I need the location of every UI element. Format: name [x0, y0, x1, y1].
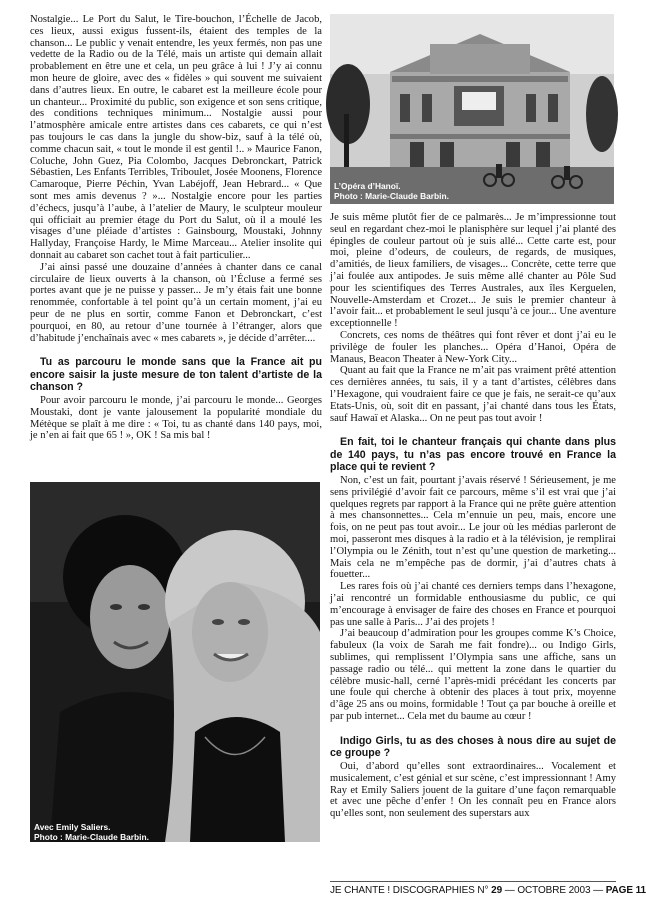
singer-caption-title: Avec Emily Saliers. — [34, 822, 111, 832]
question-2: En fait, toi le chanteur français qui chante dans plus de 140 pays, tu n’as pas encore trouvé en France la place qui te revient ? — [330, 436, 616, 473]
left-paragraph-3: Pour avoir parcouru le monde, j’ai parcouru le monde... Georges Moustaki, dont je vante jalousement la popularité mondiale du Métèque se plaît à me dire : « Toi, tu as chanté dans 140 pays, moi, je n’en ai fait que 65 ! », OK ! Sa mis bal ! — [30, 394, 322, 442]
singer-photo-caption — [34, 823, 149, 842]
right-paragraph-7: Oui, d’abord qu’elles sont extraordinaires... Vocalement et musicalement, c’est génial et sur scène, c’est impressionnant ! Amy Ray et Emily Saliers jouent de la guitare d’une façon remarquable et avec une pêche d’enfer ! On les connaît peu en France alors qu’elles sont, non seulement des superstars aux — [330, 761, 616, 820]
footer-magazine: JE CHANTE ! DISCOGRAPHIES N° — [330, 885, 489, 896]
opera-hanoi-photo — [330, 14, 614, 204]
page-footer — [330, 885, 646, 896]
question-3: Indigo Girls, tu as des choses à nous dire au sujet de ce groupe ? — [330, 734, 616, 759]
right-paragraph-1: Je suis même plutôt fier de ce palmarès... Je m’impressionne tout seul en regardant chez-moi le planisphère sur lequel j’ai planté des épingles de couleur partout où je suis allé... Cette carte est, pour moi, pleine d’odeurs, de couleurs, de regards, de musiques, d’amitiés, de lieux familiers, de visages... Concrète, cette terre que j’ai foulée aux antipodes. Je suis même allé chanter au Pôle Sud pour les scientifiques des Terres Australes, aux îles Kerguelen, Nouvelle-Amsterdam et Crozet... Je suis le premier chanteur à l’avoir fait... et probablement le seul jusqu’à ce jour... Une aventure exceptionnelle ! — [330, 212, 616, 330]
opera-photo-caption — [334, 182, 449, 201]
right-column — [330, 212, 616, 820]
right-paragraph-5: Les rares fois où j’ai chanté ces derniers temps dans l’hexagone, j’ai rencontré un formidable enthousiasme du public, ce qui m’encourage à envisager de faire des choses en France et pourquoi pas une salle à Paris... J’ai des projets ! — [330, 581, 616, 628]
footer-date: — OCTOBRE 2003 — — [504, 885, 604, 896]
opera-building-illustration — [330, 14, 614, 204]
right-paragraph-4: Non, c’est un fait, pourtant j’avais réservé ! Sérieusement, je me sens privilégié d’avoir fait ce parcours, même s’il est vrai que j’ai quelques regrets par rapport à la France qui ne prête guère attention à mes chansonnettes... Cela m’ennuie un peu, mais, encore une fois, on ne peut pas tout avoir... Le jour où les médias parleront de moi, passeront mes disques à la radio et à la télévision, je remplirai l’Olympia ou le Zénith, tout n’est qu’une question de marketing... Mais cela ne m’empêche pas de dormir, j’ai d’autres chats à fouetter... — [330, 474, 616, 581]
opera-caption-credit: Photo : Marie-Claude Barbin. — [334, 190, 449, 201]
singer-caption-credit: Photo : Marie-Claude Barbin. — [34, 831, 149, 842]
singer-photo — [30, 482, 320, 842]
singers-illustration — [30, 482, 320, 842]
footer-rule — [330, 881, 616, 882]
footer-page: PAGE 11 — [605, 885, 646, 896]
opera-caption-title: L’Opéra d’Hanoï. — [334, 181, 401, 191]
left-column — [30, 14, 322, 442]
left-paragraph-1: Nostalgie... Le Port du Salut, le Tire-bouchon, l’Échelle de Jacob, ces lieux, aussi exigus fussent-ils, étaient des temples de la chanson... Le public y venait entendre, les yeux fermés, non pas une vedette de la Radio ou de la Télé, mais un artiste qui demain allait probablement en être une et cela, un peu grâce à lui ! J’y ai connu mon heure de gloire, avec des « fidèles » qui souvent me suivaient dans d’autres lieux. En outre, le cabaret est la meilleure école pour un chanteur... Proximité du public, son exigence et son sens critique, des conditions techniques minimum... Nostalgie aussi pour l’atmosphère amicale entre artistes dans ces cabarets, ce qui n’est pas toujours le cas dans la jungle du show-biz, sauf à la télé où, comme chacun sait, « tout le monde il est gentil !.. » Maurice Fanon, Coluche, John Guez, Pia Colombo, Jacques Debronckart, Patrick Sébastien, Les Enfants Terribles, Triboulet, Josée Moonens, Florence Camaroque, Pierre Péchin, Yvan Labéjoff, Jean Hebrard... « Que sont mes amis devenus ? »... Nostalgie encore pour les parties d’échecs, jusqu’à l’aube, à l’atelier de Maury, le sculpteur mouleur qui officiait au premier étage du Port du Salut, où il a moulé les visages d’une pléiade d’artistes : Gainsbourg, Moustaki, Johnny Hallyday, Françoise Hardy, le Mime Marceau... Atelier insolite qui donnait au cabaret son cachet tout à fait particulier... — [30, 14, 322, 261]
right-paragraph-2: Concrets, ces noms de théâtres qui font rêver et dont j’ai eu le privilège de fouler les planches... Opéra d’Hanoi, Opéra de Manaus, Beacon Theater à New-York City... — [330, 329, 616, 365]
left-paragraph-2: J’ai ainsi passé une douzaine d’années à chanter dans ce canal circulaire de lieux ouverts à la chanson, où l’Écluse a fermé ses portes avant que je ne puisse y passer... Je m’y étais fait une bonne renommée, confortable à tel point qu’à un certain moment, j’ai eu peur de ne plus en sortir, comme Fanon et Debronckart, c’est pourquoi, en 80, au retour d’une tournée à l’étranger, alors que d’habitude j’enchaînais avec « mes cabarets », je décide d’arrêter.... — [30, 261, 322, 344]
right-paragraph-6: J’ai beaucoup d’admiration pour les groupes comme K’s Choice, fabuleux (la voix de Sarah me fait fondre)... ou Indigo Girls, sublimes, qui remplissent l’Olympia sans une affiche, sans un passage radio ou télé... qui mettent la zone dans le quartier du célèbre music-hall, cerné l’après-midi précédant les concerts par une foule qui cherche à obtenir des places à tout prix, moyenne d’âge 25 ans ou moins, formidable ! Tout ça par bouche à oreille et par pub internet... Cela met du baume au cœur ! — [330, 628, 616, 722]
footer-issue: 29 — [491, 885, 503, 896]
question-1: Tu as parcouru le monde sans que la France ait pu encore saisir la juste mesure de ton talent d’artiste de la chanson ? — [30, 356, 322, 393]
right-paragraph-3: Quant au fait que la France ne m’ait pas vraiment prêté attention ces dernières années, tu sais, il y a tant d’artistes, célèbres dans l’Hexagone, qui voudraient faire ce que je fais, ne serait-ce qu’aux Etats-Unis, où, soit dit en passant, j’ai chanté dans tous les États, sauf Hawaï et Alaska... On ne peut pas tout avoir ! — [330, 365, 616, 424]
